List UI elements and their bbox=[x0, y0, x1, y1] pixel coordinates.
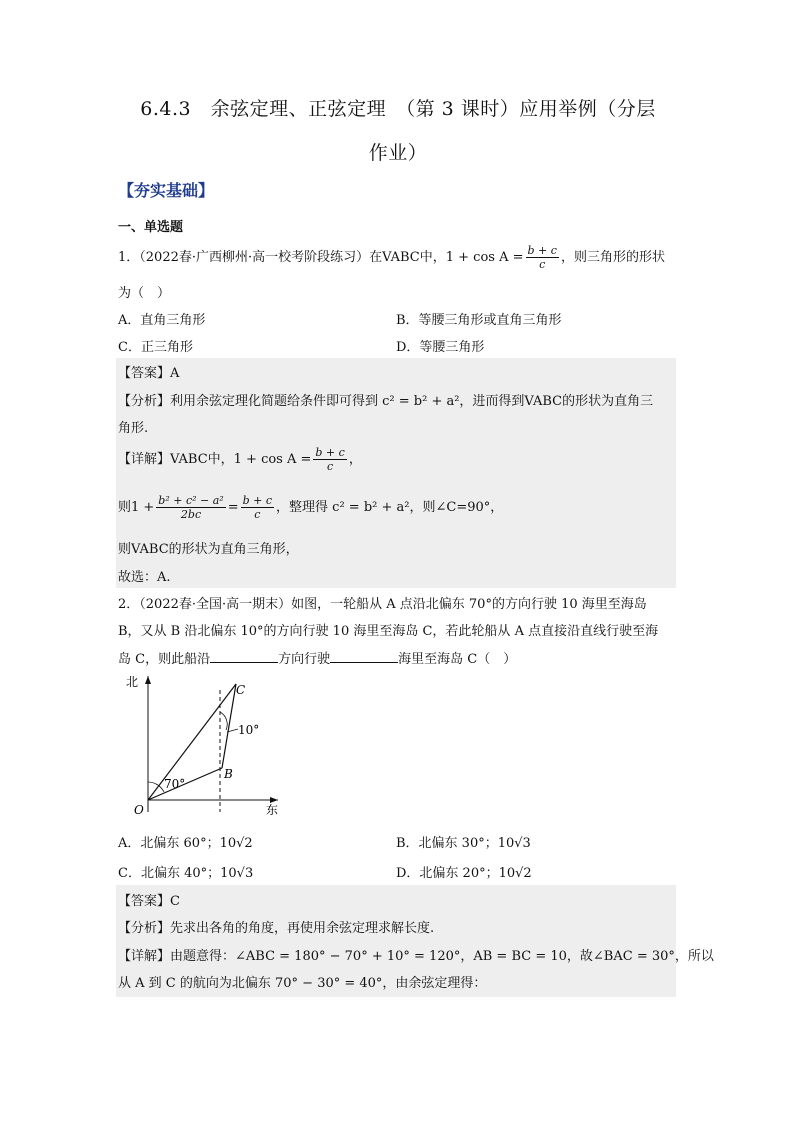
q1-eq-frac2-num: b + c bbox=[242, 494, 273, 507]
q1-eq-fraction-2 bbox=[241, 494, 274, 521]
q1-stem-b: ，则三角形的形状 bbox=[560, 250, 665, 265]
q1-eq-frac1-num: b² + c² − a² bbox=[158, 494, 224, 507]
q1-eq-fraction-1 bbox=[156, 494, 225, 521]
q2-blank-direction bbox=[210, 650, 278, 663]
angle-10-arc bbox=[220, 712, 227, 730]
q1-detail-frac-den: c bbox=[327, 460, 334, 473]
q1-stem-line-2: 为（ ） bbox=[118, 286, 171, 301]
north-label: 北 bbox=[126, 675, 139, 689]
q1-option-d: D．等腰三角形 bbox=[396, 340, 485, 355]
q2-option-c: C．北偏东 40°；10√3 bbox=[118, 866, 254, 881]
q1-option-a: A．直角三角形 bbox=[118, 313, 206, 328]
q1-answer: 【答案】A bbox=[118, 366, 180, 381]
q1-stem-line-1 bbox=[118, 244, 665, 271]
segment-bc bbox=[222, 684, 236, 768]
q2-stem-line-3 bbox=[118, 648, 516, 667]
q1-option-b: B．等腰三角形或直角三角形 bbox=[396, 313, 562, 328]
segment-oc bbox=[148, 684, 236, 800]
q1-eq-frac1-den: 2bc bbox=[180, 508, 202, 521]
q2-stem-3a: 岛 C，则此船沿 bbox=[118, 652, 211, 667]
q2-answer: 【答案】C bbox=[118, 894, 180, 909]
q2-detail-line-1: 【详解】由题意得：∠ABC = 180° − 70° + 10° = 120°，AB = BC = 10，故∠BAC = 30°，所以 bbox=[118, 949, 714, 964]
q1-choose: 故选：A. bbox=[118, 570, 171, 585]
q2-option-a: A．北偏东 60°；10√2 bbox=[118, 836, 253, 851]
q1-stem-frac-den: c bbox=[539, 258, 546, 271]
q1-conclusion: 则VABC的形状为直角三角形， bbox=[118, 542, 299, 557]
q1-detail-fraction bbox=[313, 446, 346, 473]
q1-stem-fraction bbox=[526, 244, 559, 271]
q1-equation-line bbox=[118, 494, 503, 521]
q2-blank-distance bbox=[330, 650, 398, 663]
q1-analysis-line-1: 【分析】利用余弦定理化简题给条件即可得到 c² = b² + a²，进而得到VABC的形状为直角三 bbox=[118, 394, 654, 409]
q2-stem-line-2: B，又从 B 沿北偏东 10°的方向行驶 10 海里至海岛 C，若此轮船从 A 点直接沿直线行驶至海 bbox=[118, 624, 659, 639]
q1-eq-frac2-den: c bbox=[254, 508, 261, 521]
q1-stem-frac-num: b + c bbox=[527, 244, 557, 257]
east-label: 东 bbox=[266, 803, 279, 817]
q1-detail-b: ， bbox=[348, 452, 362, 467]
q1-detail-line bbox=[118, 446, 362, 473]
q2-stem-line-1: 2．（2022春·全国·高一期末）如图，一轮船从 A 点沿北偏东 70°的方向行驶 10 海里至海岛 bbox=[118, 597, 647, 612]
origin-label: O bbox=[134, 803, 144, 817]
q1-detail-a: 【详解】VABC中，1 + cos A = bbox=[118, 452, 312, 467]
q2-option-b: B．北偏东 30°；10√3 bbox=[396, 836, 531, 851]
q1-stem-a: 1．（2022春·广西柳州·高一校考阶段练习）在VABC中，1 + cos A = bbox=[118, 250, 524, 265]
section-heading: 【夯实基础】 bbox=[118, 181, 215, 200]
point-b-label: B bbox=[224, 767, 233, 781]
angle-70-label: 70° bbox=[164, 777, 186, 791]
q1-option-c: C．正三角形 bbox=[118, 340, 193, 355]
bearing-diagram bbox=[118, 672, 288, 822]
q2-detail-line-2: 从 A 到 C 的航向为北偏东 70° − 30° = 40°，由余弦定理得： bbox=[118, 976, 487, 991]
title-line-2: 作业） bbox=[368, 142, 428, 164]
q1-detail-frac-num: b + c bbox=[315, 446, 345, 459]
angle-10-label: 10° bbox=[238, 723, 260, 737]
point-c-label: C bbox=[236, 683, 246, 697]
subsection-heading: 一、单选题 bbox=[118, 220, 184, 235]
q2-stem-3c: 海里至海岛 C（ ） bbox=[398, 652, 517, 667]
title-line-1: 6.4.3 余弦定理、正弦定理 （第 3 课时）应用举例（分层 bbox=[140, 98, 656, 120]
angle-70-arc bbox=[148, 782, 164, 792]
q1-eq-suffix: ，整理得 c² = b² + a²，则∠C=90°， bbox=[276, 500, 504, 515]
q2-analysis: 【分析】先求出各角的角度，再使用余弦定理求解长度. bbox=[118, 921, 435, 936]
q2-option-d: D．北偏东 20°；10√2 bbox=[396, 866, 532, 881]
q2-stem-3b: 方向行驶 bbox=[278, 652, 331, 667]
north-arrow-icon bbox=[145, 676, 151, 684]
q1-eq-equals: = bbox=[227, 500, 239, 515]
q1-analysis-line-2: 角形. bbox=[118, 421, 149, 436]
q1-eq-prefix: 则1 + bbox=[118, 500, 155, 515]
